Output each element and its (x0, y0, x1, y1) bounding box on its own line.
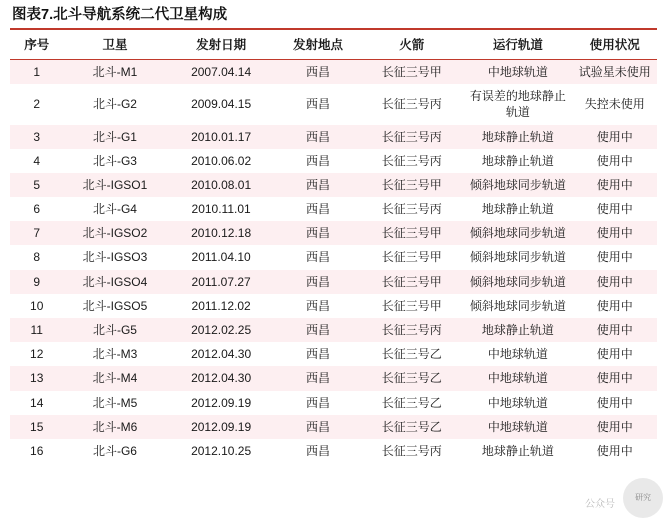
cell-satellite: 北斗-M6 (63, 415, 166, 439)
cell-satellite: 北斗-G4 (63, 197, 166, 221)
cell-satellite: 北斗-IGSO2 (63, 221, 166, 245)
table-row (10, 245, 657, 269)
column-header-index: 序号 (10, 30, 63, 60)
cell-status: 使用中 (572, 270, 657, 294)
table-row (10, 415, 657, 439)
cell-launch-date: 2012.04.30 (166, 342, 275, 366)
cell-launch-date: 2012.04.30 (166, 366, 275, 390)
cell-launch-date: 2010.12.18 (166, 221, 275, 245)
cell-orbit: 地球静止轨道 (463, 439, 572, 463)
cell-satellite: 北斗-G2 (63, 84, 166, 124)
cell-launch-site: 西昌 (276, 342, 360, 366)
cell-launch-date: 2012.09.19 (166, 391, 275, 415)
column-header-launch-date: 发射日期 (166, 30, 275, 60)
cell-status: 使用中 (572, 415, 657, 439)
cell-launch-site: 西昌 (276, 125, 360, 149)
cell-index: 11 (10, 318, 63, 342)
cell-rocket: 长征三号甲 (360, 245, 463, 269)
cell-index: 15 (10, 415, 63, 439)
column-header-satellite: 卫星 (63, 30, 166, 60)
cell-status: 使用中 (572, 197, 657, 221)
cell-orbit: 倾斜地球同步轨道 (463, 245, 572, 269)
table-row (10, 270, 657, 294)
cell-index: 14 (10, 391, 63, 415)
column-header-launch-site: 发射地点 (276, 30, 360, 60)
cell-rocket: 长征三号丙 (360, 318, 463, 342)
cell-status: 使用中 (572, 439, 657, 463)
cell-satellite: 北斗-M5 (63, 391, 166, 415)
cell-index: 4 (10, 149, 63, 173)
table-row (10, 59, 657, 84)
cell-launch-site: 西昌 (276, 59, 360, 84)
cell-orbit: 有误差的地球静止轨道 (463, 84, 572, 124)
cell-orbit: 地球静止轨道 (463, 125, 572, 149)
cell-rocket: 长征三号甲 (360, 221, 463, 245)
cell-rocket: 长征三号丙 (360, 439, 463, 463)
cell-orbit: 地球静止轨道 (463, 318, 572, 342)
cell-status: 使用中 (572, 245, 657, 269)
cell-index: 1 (10, 59, 63, 84)
cell-rocket: 长征三号乙 (360, 342, 463, 366)
cell-orbit: 中地球轨道 (463, 366, 572, 390)
cell-launch-site: 西昌 (276, 173, 360, 197)
cell-status: 失控未使用 (572, 84, 657, 124)
cell-launch-site: 西昌 (276, 84, 360, 124)
cell-orbit: 中地球轨道 (463, 59, 572, 84)
cell-status: 使用中 (572, 366, 657, 390)
cell-rocket: 长征三号甲 (360, 59, 463, 84)
cell-satellite: 北斗-M3 (63, 342, 166, 366)
cell-launch-site: 西昌 (276, 391, 360, 415)
cell-rocket: 长征三号甲 (360, 294, 463, 318)
cell-launch-site: 西昌 (276, 245, 360, 269)
cell-status: 使用中 (572, 391, 657, 415)
cell-orbit: 倾斜地球同步轨道 (463, 270, 572, 294)
cell-status: 使用中 (572, 149, 657, 173)
table-row (10, 125, 657, 149)
cell-rocket: 长征三号丙 (360, 197, 463, 221)
cell-launch-date: 2011.04.10 (166, 245, 275, 269)
table-row (10, 318, 657, 342)
table-body (10, 59, 657, 463)
cell-rocket: 长征三号乙 (360, 391, 463, 415)
cell-launch-site: 西昌 (276, 221, 360, 245)
cell-satellite: 北斗-G6 (63, 439, 166, 463)
cell-launch-date: 2012.09.19 (166, 415, 275, 439)
cell-launch-date: 2010.11.01 (166, 197, 275, 221)
cell-orbit: 倾斜地球同步轨道 (463, 173, 572, 197)
cell-satellite: 北斗-M4 (63, 366, 166, 390)
cell-index: 7 (10, 221, 63, 245)
table-header-row (10, 30, 657, 60)
table-header (10, 30, 657, 60)
cell-satellite: 北斗-IGSO3 (63, 245, 166, 269)
column-header-orbit: 运行轨道 (463, 30, 572, 60)
cell-satellite: 北斗-IGSO5 (63, 294, 166, 318)
cell-orbit: 中地球轨道 (463, 342, 572, 366)
cell-launch-site: 西昌 (276, 149, 360, 173)
cell-launch-site: 西昌 (276, 294, 360, 318)
table-row (10, 342, 657, 366)
cell-status: 试验星未使用 (572, 59, 657, 84)
cell-launch-date: 2007.04.14 (166, 59, 275, 84)
table-title-bar (10, 8, 657, 30)
cell-index: 10 (10, 294, 63, 318)
table-row (10, 439, 657, 463)
table-row (10, 391, 657, 415)
cell-launch-date: 2011.07.27 (166, 270, 275, 294)
cell-rocket: 长征三号丙 (360, 125, 463, 149)
cell-status: 使用中 (572, 318, 657, 342)
cell-orbit: 中地球轨道 (463, 391, 572, 415)
cell-launch-date: 2009.04.15 (166, 84, 275, 124)
cell-launch-date: 2012.10.25 (166, 439, 275, 463)
table-row (10, 173, 657, 197)
cell-satellite: 北斗-M1 (63, 59, 166, 84)
table-row (10, 221, 657, 245)
cell-satellite: 北斗-IGSO1 (63, 173, 166, 197)
cell-launch-site: 西昌 (276, 270, 360, 294)
cell-orbit: 地球静止轨道 (463, 197, 572, 221)
cell-launch-site: 西昌 (276, 439, 360, 463)
cell-launch-date: 2010.01.17 (166, 125, 275, 149)
cell-launch-site: 西昌 (276, 366, 360, 390)
cell-orbit: 倾斜地球同步轨道 (463, 221, 572, 245)
cell-launch-date: 2011.12.02 (166, 294, 275, 318)
cell-index: 12 (10, 342, 63, 366)
cell-rocket: 长征三号乙 (360, 366, 463, 390)
cell-orbit: 地球静止轨道 (463, 149, 572, 173)
cell-rocket: 长征三号丙 (360, 149, 463, 173)
cell-launch-date: 2010.08.01 (166, 173, 275, 197)
cell-launch-date: 2010.06.02 (166, 149, 275, 173)
cell-index: 3 (10, 125, 63, 149)
cell-rocket: 长征三号甲 (360, 173, 463, 197)
cell-status: 使用中 (572, 342, 657, 366)
cell-status: 使用中 (572, 294, 657, 318)
cell-orbit: 中地球轨道 (463, 415, 572, 439)
table-row (10, 84, 657, 124)
column-header-rocket: 火箭 (360, 30, 463, 60)
watermark-text: 公众号 (585, 499, 615, 510)
cell-satellite: 北斗-G3 (63, 149, 166, 173)
cell-launch-date: 2012.02.25 (166, 318, 275, 342)
cell-index: 6 (10, 197, 63, 221)
cell-index: 9 (10, 270, 63, 294)
watermark-logo-icon: 研究 (623, 478, 663, 518)
table-row (10, 366, 657, 390)
cell-index: 5 (10, 173, 63, 197)
cell-launch-site: 西昌 (276, 318, 360, 342)
cell-satellite: 北斗-G1 (63, 125, 166, 149)
column-header-status: 使用状况 (572, 30, 657, 60)
cell-status: 使用中 (572, 221, 657, 245)
table-row (10, 197, 657, 221)
cell-rocket: 长征三号乙 (360, 415, 463, 439)
table-row (10, 294, 657, 318)
cell-status: 使用中 (572, 173, 657, 197)
cell-launch-site: 西昌 (276, 197, 360, 221)
cell-index: 8 (10, 245, 63, 269)
page-title: 图表7.北斗导航系统二代卫星构成 (12, 7, 228, 23)
cell-launch-site: 西昌 (276, 415, 360, 439)
cell-index: 16 (10, 439, 63, 463)
cell-status: 使用中 (572, 125, 657, 149)
cell-satellite: 北斗-G5 (63, 318, 166, 342)
cell-satellite: 北斗-IGSO4 (63, 270, 166, 294)
cell-orbit: 倾斜地球同步轨道 (463, 294, 572, 318)
cell-rocket: 长征三号丙 (360, 84, 463, 124)
cell-rocket: 长征三号甲 (360, 270, 463, 294)
cell-index: 13 (10, 366, 63, 390)
satellite-table (10, 30, 657, 463)
table-row (10, 149, 657, 173)
cell-index: 2 (10, 84, 63, 124)
